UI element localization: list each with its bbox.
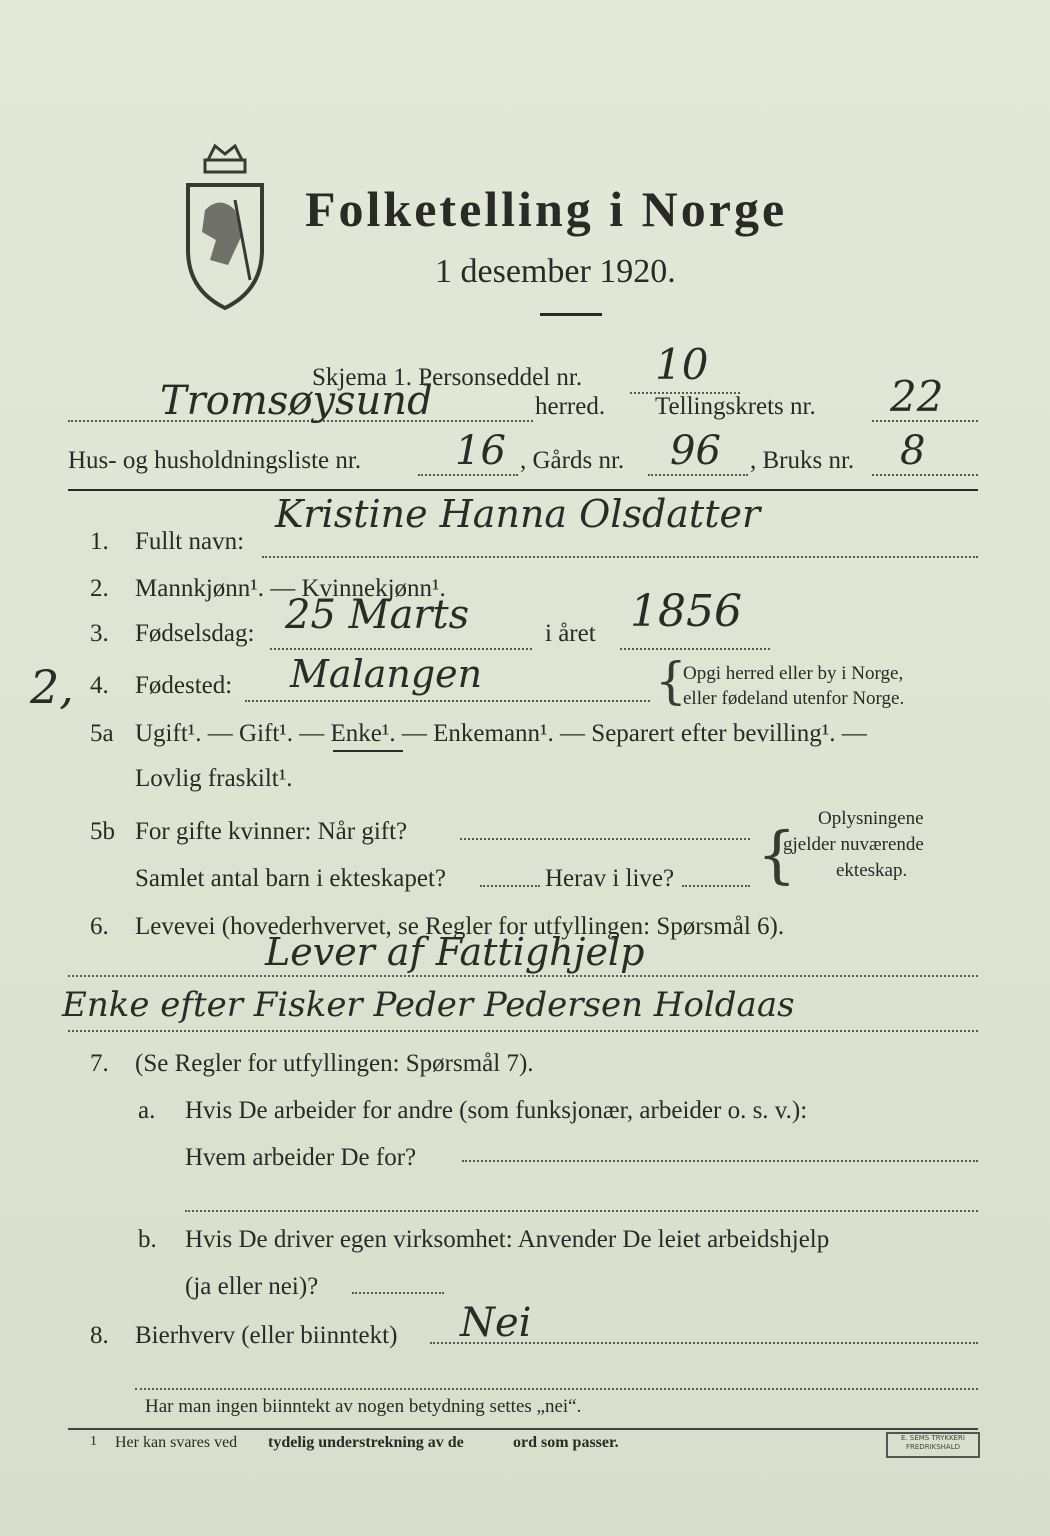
q5b-line-2 [480, 885, 540, 887]
q1-label: Fullt navn: [135, 528, 245, 555]
q5a-enke-underline [333, 750, 403, 752]
q6-label: Levevei (hovederhvervet, se Regler for utfyllingen: Spørsmål 6). [135, 913, 785, 940]
q3-number: 3. [90, 620, 109, 647]
q1-line [262, 556, 978, 558]
q7a-line [462, 1160, 978, 1162]
herred-value: Tromsøysund [160, 378, 433, 424]
q1-value: Kristine Hanna Olsdatter [275, 492, 761, 536]
q5b-note-1: Oplysningene [818, 808, 924, 829]
q4-margin-mark: 2, [30, 660, 74, 714]
q5b-note-3: ekteskap. [836, 860, 908, 881]
q7-number: 7. [90, 1050, 109, 1077]
q7b-line [352, 1292, 444, 1294]
nei-note: Har man ingen biinntekt av nogen betydning settes „nei“. [145, 1396, 582, 1417]
q4-brace: { [655, 652, 687, 710]
q5a-line-2: Lovlig fraskilt¹. [135, 765, 293, 792]
q4-label: Fødested: [135, 672, 233, 699]
q2-label: Mannkjønn¹. — Kvinnekjønn¹. [135, 575, 446, 602]
q8-number: 8. [90, 1322, 109, 1349]
q6-line-2 [68, 1030, 978, 1032]
bruks-value: 8 [900, 428, 926, 474]
q7a-letter: a. [138, 1097, 156, 1124]
footnote-number: 1 [90, 1434, 97, 1449]
footnote-text-c: ord som passer. [513, 1434, 619, 1451]
q2-number: 2. [90, 575, 109, 602]
skjema-value: 10 [655, 340, 709, 389]
q6-number: 6. [90, 913, 109, 940]
q5b-label-2: Samlet antal barn i ekteskapet? [135, 865, 446, 892]
q7b-line-1: Hvis De driver egen virksomhet: Anvender De leiet arbeidshjelp [185, 1226, 830, 1253]
q6-line-1 [68, 975, 978, 977]
q6-value-2: Enke efter Fisker Peder Pedersen Holdaas [62, 985, 795, 1025]
q7a-line-1: Hvis De arbeider for andre (som funksjonær, arbeider o. s. v.): [185, 1097, 808, 1124]
tellingskrets-label: Tellingskrets nr. [655, 393, 816, 420]
title-divider [540, 313, 602, 316]
q7b-line-2: (ja eller nei)? [185, 1273, 319, 1300]
gards-line [648, 474, 748, 476]
q7b-letter: b. [138, 1226, 157, 1253]
q5b-label-3: Herav i live? [545, 865, 675, 892]
footnote-text-b: tydelig understrekning av de [268, 1434, 464, 1451]
q7a-line-extra [185, 1210, 978, 1212]
bruks-label: , Bruks nr. [750, 447, 855, 474]
q4-note-2: eller fødeland utenfor Norge. [683, 688, 905, 709]
q3-label: Fødselsdag: [135, 620, 255, 647]
q5b-line-1 [460, 838, 750, 840]
tellingskrets-value: 22 [890, 372, 944, 421]
printer-stamp: E. SEMS TRYKKERI FREDRIKSHALD [886, 1432, 980, 1458]
q3-year-value: 1856 [630, 586, 742, 637]
q4-line [245, 700, 650, 702]
q5b-note-2: gjelder nuværende [783, 834, 924, 855]
header-divider [68, 489, 978, 491]
q3-value: 25 Marts [285, 592, 470, 638]
gards-value: 96 [670, 428, 721, 474]
hus-label: Hus- og husholdningsliste nr. [68, 447, 362, 474]
q3-year-line [620, 648, 770, 650]
q1-number: 1. [90, 528, 109, 555]
herred-label: herred. [535, 393, 606, 420]
q5b-label-1: For gifte kvinner: Når gift? [135, 818, 408, 845]
q7-label: (Se Regler for utfyllingen: Spørsmål 7). [135, 1050, 534, 1077]
bruks-line [872, 474, 978, 476]
form-date: 1 desember 1920. [435, 253, 676, 290]
form-title: Folketelling i Norge [305, 181, 788, 237]
q8-value: Nei [460, 1300, 532, 1346]
norway-coat-of-arms-icon [180, 140, 270, 310]
hus-line [418, 474, 518, 476]
q5b-brace: { [757, 818, 797, 891]
q4-number: 4. [90, 672, 109, 699]
skjema-label: Skjema 1. Personseddel nr. [312, 364, 583, 391]
q3-year-label: i året [545, 620, 596, 647]
gards-label: , Gårds nr. [520, 447, 625, 474]
footnote-text-a: Her kan svares ved [115, 1434, 238, 1451]
footnote-divider [68, 1428, 978, 1430]
hus-value: 16 [455, 428, 506, 474]
q8-label: Bierhverv (eller biinntekt) [135, 1322, 398, 1349]
q8-line-extra [135, 1388, 978, 1390]
q3-line [270, 648, 532, 650]
q6-value-1: Lever af Fattighjelp [265, 930, 645, 974]
q7a-line-2: Hvem arbeider De for? [185, 1144, 417, 1171]
q5a-number: 5a [90, 720, 114, 747]
q4-note-1: Opgi herred eller by i Norge, [683, 663, 904, 684]
q5b-line-3 [682, 885, 750, 887]
q5a-line-1: Ugift¹. — Gift¹. — Enke¹. — Enkemann¹. — Separert efter bevilling¹. — [135, 720, 867, 747]
q5b-number: 5b [90, 818, 115, 845]
q4-value: Malangen [290, 652, 483, 696]
